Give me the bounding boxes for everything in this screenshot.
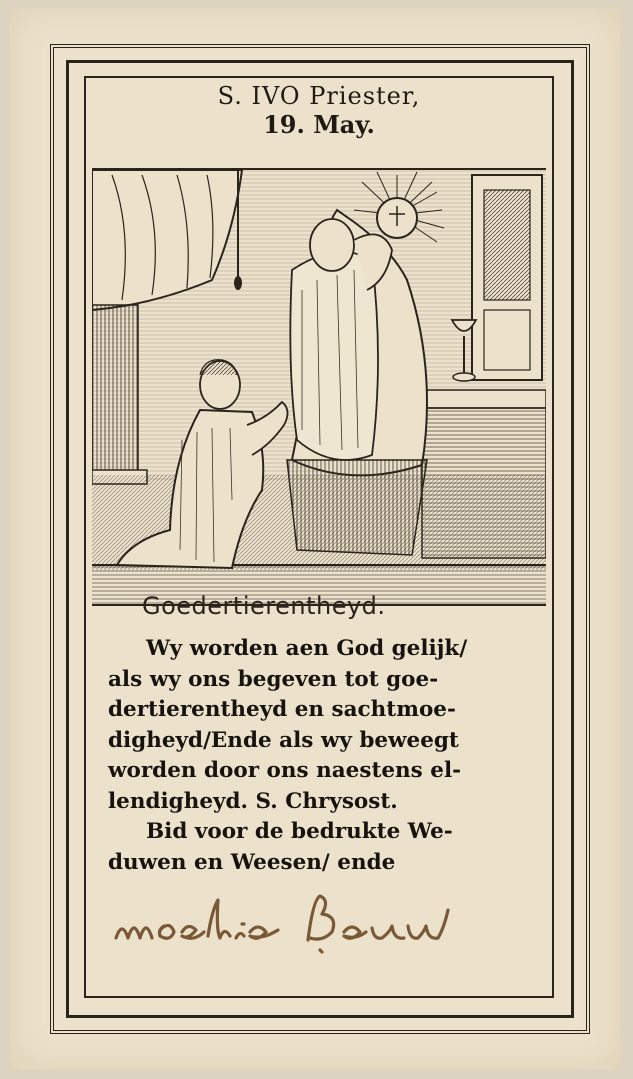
engraving-svg xyxy=(92,170,546,606)
card-header xyxy=(92,82,546,140)
text-line: Wy worden aen God gelijk/ xyxy=(146,636,468,661)
text-line: als wy ons begeven tot goe- xyxy=(108,666,439,692)
meditation-text xyxy=(108,634,538,878)
text-line: lendigheyd. S. Chrysost. xyxy=(108,788,398,814)
feast-date: 19. May. xyxy=(263,110,375,139)
window-icon xyxy=(472,175,542,380)
handwritten-signature xyxy=(108,880,538,960)
text-line: Bid voor de bedrukte We- xyxy=(146,819,453,844)
text-line: digheyd/Ende als wy beweegt xyxy=(108,727,459,753)
virtue-caption: Goedertierentheyd. xyxy=(142,592,386,620)
signature-svg xyxy=(108,880,538,960)
saint-title: S. IVO Priester, xyxy=(217,82,421,110)
engraving-illustration xyxy=(92,168,546,606)
text-line: duwen en Weesen/ ende xyxy=(108,849,396,875)
text-line: worden door ons naestens el- xyxy=(108,758,462,783)
column-icon xyxy=(92,305,147,484)
text-line: dertierentheyd en sachtmoe- xyxy=(108,697,456,722)
